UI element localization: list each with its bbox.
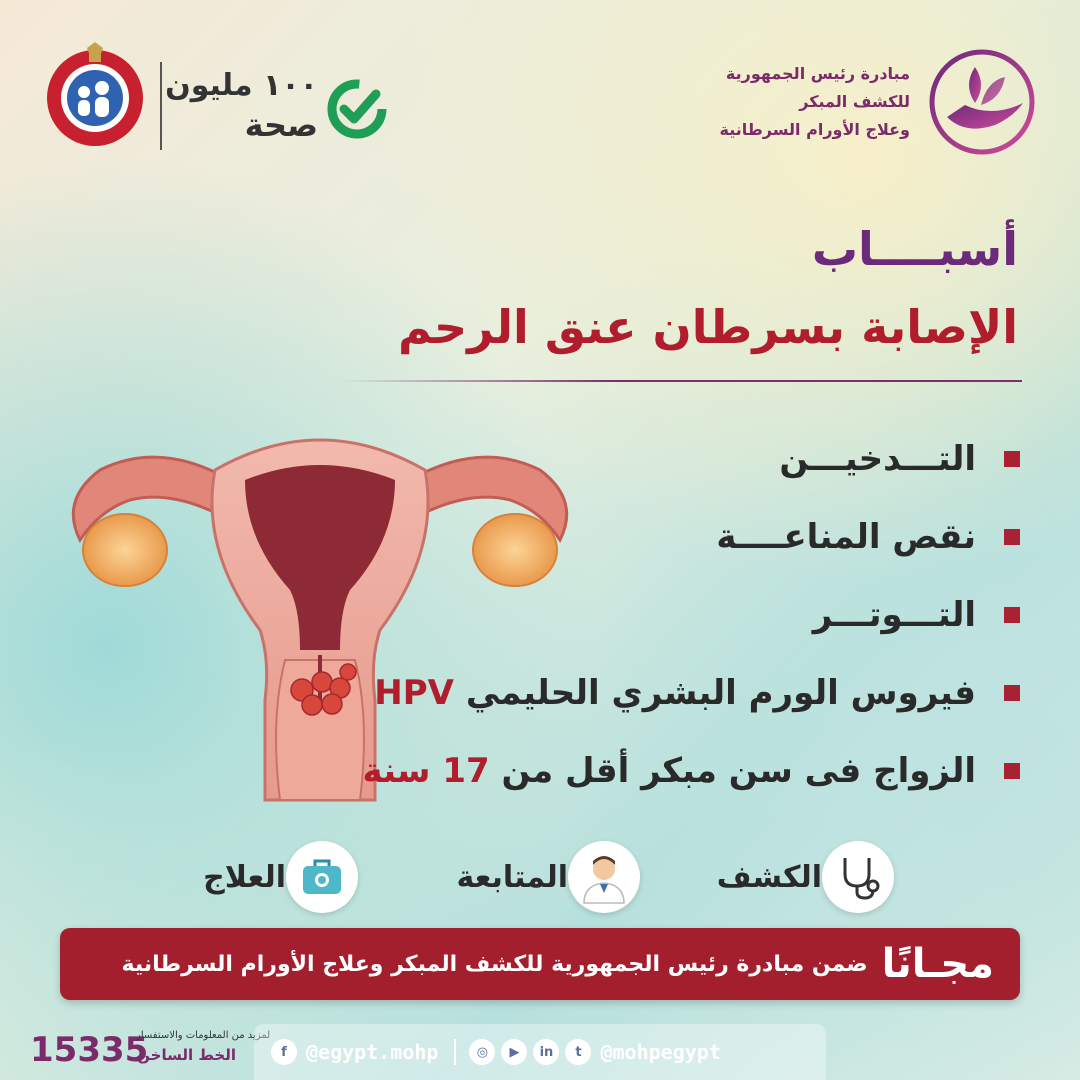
social-separator <box>454 1039 456 1065</box>
hotline-label: الخط الساخن <box>137 1046 236 1064</box>
cause-item <box>380 420 1020 498</box>
page-title-line-2: الإصابة بسرطان عنق الرحم <box>397 300 1018 354</box>
initiative-line-2: للكشف المبكر <box>799 92 910 111</box>
bullet-icon <box>1004 763 1020 779</box>
twitter-icon[interactable]: t <box>565 1039 591 1065</box>
page-title-line-1: أسبــــاب <box>811 222 1018 276</box>
facebook-icon[interactable]: f <box>271 1039 297 1065</box>
hotline-caption: لمزيد من المعلومات والاستفسار <box>136 1030 271 1041</box>
service-treatment <box>193 840 358 914</box>
cause-text: التـــوتـــر <box>812 595 976 635</box>
cause-main-text: الزواج فى سن مبكر أقل من <box>501 751 976 791</box>
cause-item <box>362 732 1020 810</box>
hundred-million-line2: صحة <box>244 106 318 144</box>
cause-text <box>363 751 976 791</box>
causes-list <box>362 420 1020 810</box>
cause-item <box>374 654 1020 732</box>
free-banner <box>60 928 1020 1000</box>
stethoscope-icon <box>822 841 894 913</box>
cause-highlight-age: 17 سنة <box>362 751 490 791</box>
service-label: الكشف <box>716 859 822 895</box>
doctor-icon <box>568 841 640 913</box>
initiative-hands-logo <box>925 45 1040 160</box>
bullet-icon <box>1004 607 1020 623</box>
bullet-icon <box>1004 685 1020 701</box>
youtube-icon[interactable]: ▶ <box>501 1039 527 1065</box>
title-underline <box>340 380 1022 382</box>
service-followup <box>446 840 640 914</box>
social-bar <box>254 1024 826 1080</box>
banner-description: ضمن مبادرة رئيس الجمهورية للكشف المبكر وعلاج الأورام السرطانية <box>121 951 868 977</box>
header-divider <box>160 62 162 150</box>
bullet-icon <box>1004 451 1020 467</box>
cause-highlight-hpv: HPV <box>374 673 454 713</box>
social-handle[interactable]: @mohpegypt <box>600 1040 721 1064</box>
cause-text: نقص المناعــــة <box>716 517 976 557</box>
hundred-million-line1: ١٠٠ مليون <box>165 68 318 103</box>
cause-item <box>380 498 1020 576</box>
check-icon <box>326 78 388 140</box>
hundred-million-health-logo <box>165 68 388 144</box>
hotline-number: 15335 <box>30 1030 149 1070</box>
ministry-of-health-logo <box>40 40 150 150</box>
bullet-icon <box>1004 529 1020 545</box>
medical-bag-icon <box>286 841 358 913</box>
cause-text <box>374 673 976 713</box>
banner-free-text: مجـانًا <box>881 941 994 987</box>
cause-item <box>380 576 1020 654</box>
linkedin-icon[interactable]: in <box>533 1039 559 1065</box>
initiative-line-3: وعلاج الأورام السرطانية <box>719 120 910 139</box>
cause-main-text: فيروس الورم البشري الحليمي <box>465 673 976 713</box>
service-detection <box>707 840 894 914</box>
service-label: المتابعة <box>456 859 568 895</box>
cause-text: التـــدخيـــن <box>779 439 976 479</box>
initiative-line-1: مبادرة رئيس الجمهورية <box>725 64 910 83</box>
initiative-text <box>610 60 910 144</box>
instagram-icon[interactable]: ◎ <box>469 1039 495 1065</box>
service-label: العلاج <box>203 859 286 895</box>
facebook-handle[interactable]: @egypt.mohp <box>306 1040 439 1064</box>
